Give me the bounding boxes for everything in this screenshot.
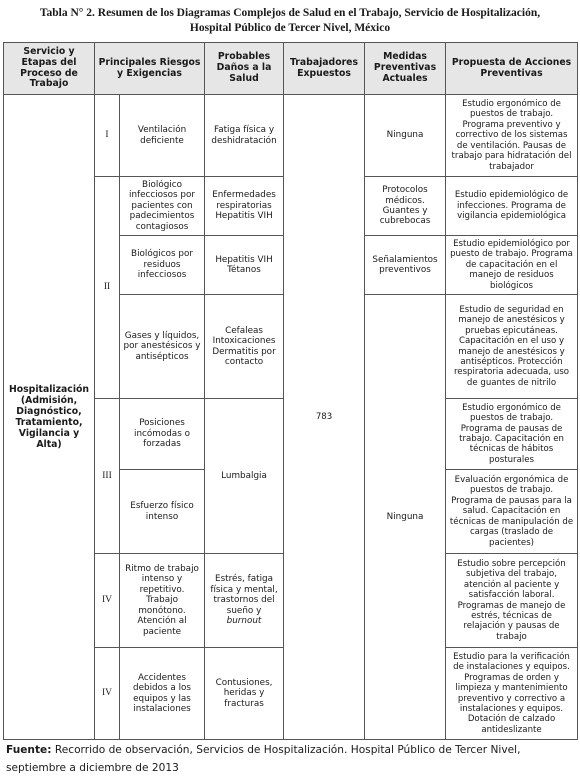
- caption-line-2: Hospital Público de Tercer Nivel, México: [189, 22, 391, 34]
- source-label: Fuente:: [6, 744, 52, 756]
- proposal-cell: Estudio ergonómico de puestos de trabajo. Programa preventivo y correctivo de los sistemas de ventilación. Pausas de trabajo para hidratación del trabajador: [446, 95, 578, 177]
- damage-cell: Contusiones, heridas y fracturas: [205, 648, 284, 740]
- header-proposals: Propuesta de Acciones Preventivas: [446, 43, 578, 95]
- control-cell: Ninguna: [365, 295, 446, 740]
- damage-cell: Hepatitis VIH Tétanos: [205, 236, 284, 295]
- proposal-cell: Estudio de seguridad en manejo de anestésicos y pruebas epicutáneas. Capacitación en el uso y manejo de anestésicos y antisépticos. Protección respiratoria adecuada, uso de guantes de nitrilo: [446, 295, 578, 399]
- proposal-cell: Estudio para la verificación de instalaciones y equipos. Programas de orden y limpieza y mantenimiento preventivo y correctivo a instalaciones y equipos. Dotación de calzado antideslizante: [446, 648, 578, 740]
- damage-cell: Enfermedades respiratorias Hepatitis VIH: [205, 177, 284, 236]
- group-numeral: IV: [95, 648, 120, 740]
- group-numeral: IV: [95, 554, 120, 648]
- proposal-cell: Estudio epidemiológico de infecciones. Programa de vigilancia epidemiológica: [446, 177, 578, 236]
- header-damage: Probables Daños a la Salud: [205, 43, 284, 95]
- damage-text: Estrés, fatiga física y mental, trastornos del sueño y: [210, 574, 278, 616]
- control-cell: Señalamientos preventivos: [365, 236, 446, 295]
- damage-cell: Cefaleas Intoxicaciones Dermatitis por contacto: [205, 295, 284, 399]
- proposal-cell: Evaluación ergonómica de puestos de trabajo. Programa de pausas para la salud. Capacitación en técnicas de manipulación de cargas (traslado de pacientes): [446, 470, 578, 554]
- risk-cell: Ventilación deficiente: [120, 95, 205, 177]
- damage-italic-text: burnout: [226, 616, 262, 627]
- control-cell: Ninguna: [365, 95, 446, 177]
- health-diagram-table: [3, 42, 578, 740]
- table-caption: [0, 6, 580, 36]
- header-row: [4, 43, 578, 95]
- header-current-measures: Medidas Preventivas Actuales: [365, 43, 446, 95]
- group-numeral: I: [95, 95, 120, 177]
- table-row: [4, 95, 578, 177]
- header-risks: Principales Riesgos y Exigencias: [95, 43, 205, 95]
- risk-cell: Biológicos por residuos infecciosos: [120, 236, 205, 295]
- group-numeral: III: [95, 399, 120, 554]
- header-workers: Trabajadores Expuestos: [284, 43, 365, 95]
- proposal-cell: Estudio epidemiológico por puesto de trabajo. Programa de capacitación en el manejo de residuos biológicos: [446, 236, 578, 295]
- area-cell: Hospitalización (Admisión, Diagnóstico, Tratamiento, Vigilancia y Alta): [4, 95, 95, 740]
- risk-cell: Ritmo de trabajo intenso y repetitivo. Trabajo monótono. Atención al paciente: [120, 554, 205, 648]
- risk-cell: Posiciones incómodas o forzadas: [120, 399, 205, 470]
- workers-count: 783: [284, 95, 365, 740]
- risk-cell: Gases y líquidos, por anestésicos y antisépticos: [120, 295, 205, 399]
- group-numeral: II: [95, 177, 120, 399]
- damage-cell: Lumbalgia: [205, 399, 284, 554]
- damage-cell: Fatiga física y deshidratación: [205, 95, 284, 177]
- control-cell: Protocolos médicos. Guantes y cubrebocas: [365, 177, 446, 236]
- proposal-cell: Estudio ergonómico de puestos de trabajo. Programa de pausas de trabajo. Capacitación en técnicas de hábitos posturales: [446, 399, 578, 470]
- header-process-stage: Servicio y Etapas del Proceso de Trabajo: [4, 43, 95, 95]
- source-text: Recorrido de observación, Servicios de Hospitalización. Hospital Público de Tercer Nivel, septiembre a diciembre de 2013: [6, 744, 521, 774]
- proposal-cell: Estudio sobre percepción subjetiva del trabajo, atención al paciente y satisfacción laboral. Programas de manejo de estrés, técnicas de relajación y pausas de trabajo: [446, 554, 578, 648]
- caption-line-1: Tabla N° 2. Resumen de los Diagramas Complejos de Salud en el Trabajo, Servicio de Hospitalización,: [39, 7, 541, 19]
- risk-cell: Accidentes debidos a los equipos y las instalaciones: [120, 648, 205, 740]
- damage-cell: [205, 554, 284, 648]
- source-note: [6, 741, 576, 777]
- risk-cell: Biológico infecciosos por pacientes con padecimientos contagiosos: [120, 177, 205, 236]
- risk-cell: Esfuerzo físico intenso: [120, 470, 205, 554]
